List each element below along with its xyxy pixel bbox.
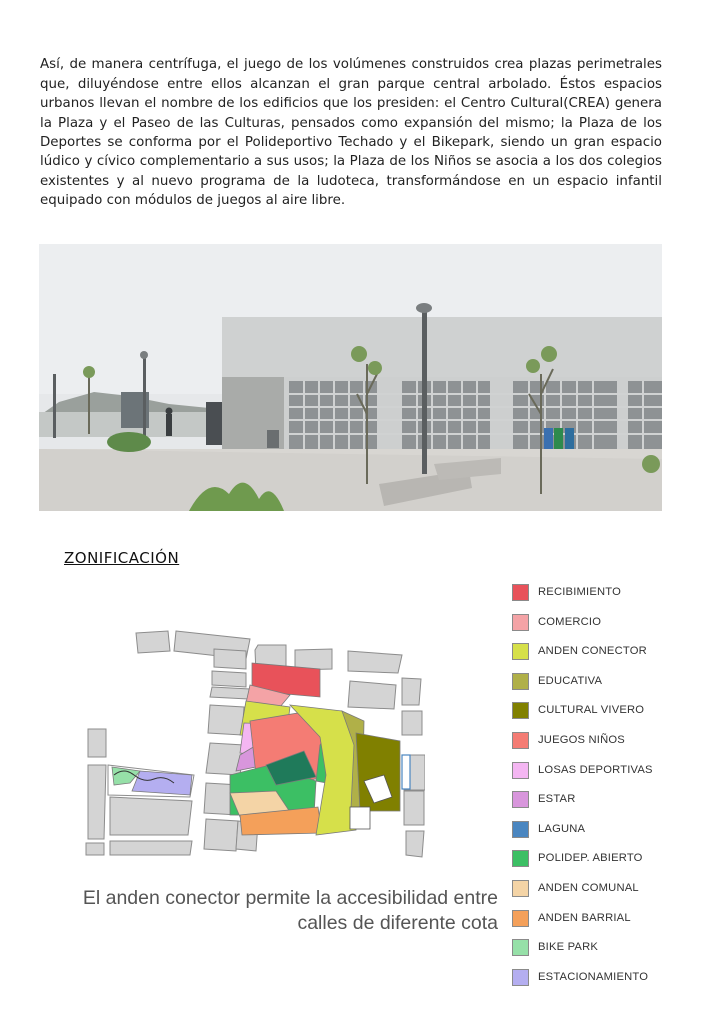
legend-label: EDUCATIVA (538, 674, 603, 687)
legend-label: ANDEN COMUNAL (538, 882, 639, 894)
legend-swatch (512, 880, 529, 897)
legend-swatch (512, 762, 529, 779)
zonificacion-title: ZONIFICACIÓN (64, 549, 180, 567)
caption-line-1: El anden conector permite la accesibilidad entre (82, 887, 498, 909)
legend-label: LOSAS DEPORTIVAS (538, 763, 653, 776)
legend-swatch (512, 850, 529, 867)
legend-label: COMERCIO (538, 615, 602, 628)
legend-label: POLIDEP. ABIERTO (538, 852, 643, 865)
legend-swatch (512, 939, 529, 956)
legend-label: ESTACIONAMIENTO (538, 970, 649, 983)
zoning-map (80, 625, 425, 865)
caption-line-2: calles de diferente cota (297, 912, 498, 934)
legend-swatch (512, 673, 529, 690)
map-caption (83, 886, 498, 936)
legend-label: CULTURAL VIVERO (538, 704, 645, 717)
legend-swatch (512, 584, 529, 601)
legend-label: ANDEN BARRIAL (538, 911, 631, 924)
legend-label: JUEGOS NIÑOS (538, 734, 625, 746)
legend-label: BIKE PARK (538, 941, 599, 954)
legend-label: ANDEN CONECTOR (538, 645, 647, 658)
legend-swatch (512, 614, 529, 631)
legend-label: RECIBIMIENTO (538, 586, 622, 598)
plaza-photo (39, 244, 662, 511)
legend-swatch (512, 643, 529, 660)
legend-swatch (512, 821, 529, 838)
legend-swatch (512, 791, 529, 808)
legend-swatch (512, 732, 529, 749)
legend-swatch (512, 910, 529, 927)
legend-label: LAGUNA (538, 822, 586, 835)
legend-swatch (512, 969, 529, 986)
legend-swatch (512, 702, 529, 719)
legend-label: ESTAR (538, 793, 576, 806)
map-block (136, 631, 170, 653)
intro-paragraph: Así, de manera centrífuga, el juego de los volúmenes construidos crea plazas perimetrales que, diluyéndose entre ellos alcanzan el gran parque central arbolado. Éstos espacios urbanos llevan el nombre de los edificios que los presiden: el Centro Cultural(CREA) genera la Plaza y el Paseo de las Culturas, pensados como expansión del mismo; la Plaza de los Deportes se conforma por el Polideportivo Techado y el Bikepark, siendo un gran espacio lúdico y cívico complementario a sus usos; la Plaza de los Niños se asocia a los dos colegios existentes y al nuevo programa de la ludoteca, transformándose en un espacio infantil equipado con módulos de juegos al aire libre. (40, 57, 662, 209)
